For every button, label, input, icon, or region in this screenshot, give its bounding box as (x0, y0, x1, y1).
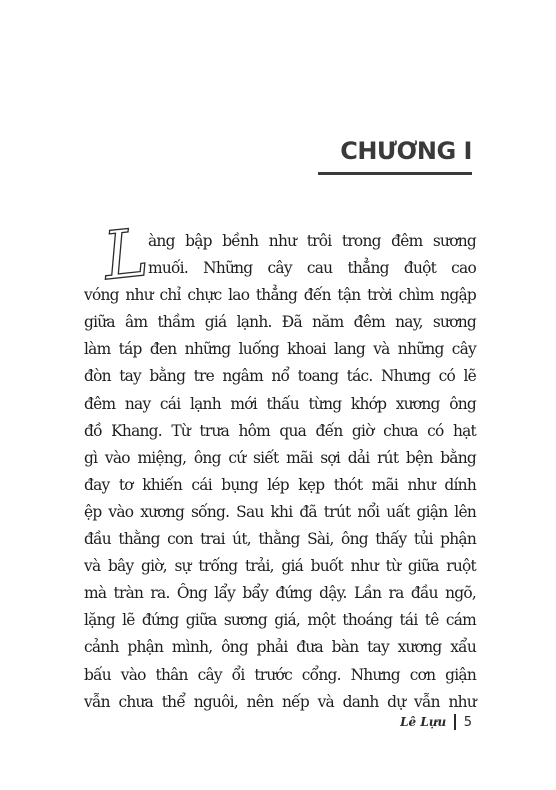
running-footer-author: Lê Lựu (400, 715, 447, 729)
chapter-title-underline (318, 172, 472, 175)
body-line-4: giữa âm thầm giá lạnh. Đã năm đêm nay, sương (84, 313, 476, 332)
body-line-15: lặng lẽ đứng giữa sương giá, một thoáng tái tê cám (84, 611, 476, 630)
body-line-5: làm táp đen những luống khoai lang và những cây (84, 340, 476, 359)
body-line-10: đay tơ khiến cái bụng lép kẹp thót mãi như dính (84, 475, 476, 494)
body-line-12: đầu thằng con trai út, thằng Sài, ông thấy tủi phận (84, 530, 476, 549)
chapter-title: CHƯƠNG I (340, 137, 472, 165)
body-line-9: gì vào miệng, ông cứ siết mãi sợi dải rút bện bằng (84, 448, 476, 467)
body-line-1: àng bập bềnh như trôi trong đêm sương (148, 232, 476, 250)
body-line-18: vẫn chưa thể nguôi, nên nếp và danh dự vẫn như (84, 692, 476, 711)
page-footer (400, 714, 472, 730)
body-line-11: ệp vào xương sống. Sau khi đã trút nổi uất giận lên (84, 502, 476, 521)
body-line-17: bấu vào thân cây ổi trước cổng. Nhưng cơn giận (84, 665, 476, 684)
body-line-2: muối. Những cây cau thẳng đuột cao (148, 259, 476, 278)
body-line-16: cảnh phận mình, ông phải đưa bàn tay xương xẩu (84, 638, 476, 657)
body-line-3: vóng như chỉ chực lao thẳng đến tận trời chìm ngập (84, 286, 476, 305)
drop-cap: L (100, 213, 151, 296)
body-line-8: đồ Khang. Từ trưa hôm qua đến giờ chưa có hạt (84, 421, 476, 440)
chapter-body (84, 213, 476, 716)
body-line-14: mà tràn ra. Ông lẩy bẩy đứng dậy. Lần ra đầu ngõ, (84, 584, 476, 603)
page-number: 5 (463, 714, 472, 730)
body-line-6: đòn tay bằng tre ngâm nổ toang tác. Nhưng có lẽ (84, 367, 476, 386)
body-line-13: và bây giờ, sự trống trải, giá buốt như từ giữa ruột (84, 557, 476, 576)
body-line-7: đêm nay cái lạnh mới thấu từng khớp xương ông (84, 394, 476, 413)
footer-separator (454, 714, 456, 730)
